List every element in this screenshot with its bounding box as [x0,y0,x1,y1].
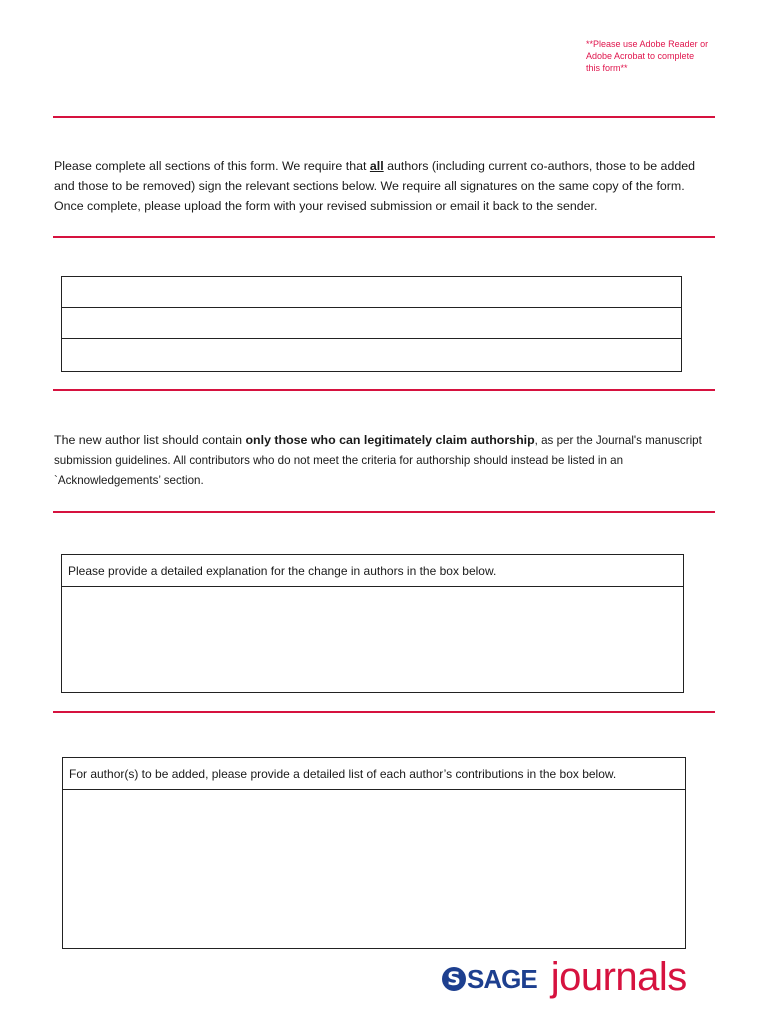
author-list-line-2: submission guidelines. All contributors who do not meet the criteria for authorship should instead be listed in an [54,454,624,467]
explanation-field[interactable] [62,587,683,692]
intro-line-1: Please complete all sections of this form. We require that all authors (including current co-authors, those to be added [54,159,696,173]
notice-line-1: **Please use Adobe Reader or [586,39,709,49]
contributions-heading: For author(s) to be added, please provide a detailed list of each author’s contributions in the box below. [63,758,685,790]
author-list-line-3: `Acknowledgements’ section. [54,474,204,487]
journals-wordmark: journals [550,954,687,999]
sage-mark-icon: S [442,967,466,991]
explanation-box [61,554,684,693]
intro-line-3: Once complete, please upload the form with your revised submission or email it back to the sender. [54,199,598,213]
manuscript-details-row[interactable] [62,308,681,339]
sage-journals-logo [442,952,687,1002]
section-divider [53,116,715,118]
section-divider [53,511,715,513]
sage-wordmark: SAGE [467,963,537,994]
manuscript-details-table [61,276,682,372]
intro-line-2: and those to be removed) sign the relevant sections below. We require all signatures on the same copy of the form. [54,179,685,193]
contributions-field[interactable] [63,790,685,948]
manuscript-details-row[interactable] [62,339,681,371]
contributions-box [62,757,686,949]
adobe-reader-notice [586,38,736,74]
author-list-emphasis: only those who can legitimately claim authorship [245,433,535,447]
manuscript-details-row[interactable] [62,277,681,308]
section-divider [53,389,715,391]
author-list-paragraph [54,430,724,491]
explanation-heading: Please provide a detailed explanation for the change in authors in the box below. [62,555,683,587]
section-divider [53,711,715,713]
intro-emphasis: all [369,159,384,173]
intro-paragraph [54,156,724,216]
notice-line-3: this form** [586,63,628,73]
author-list-line-1: The new author list should contain only those who can legitimately claim authorship, as per the Journal's manuscript [54,433,702,447]
notice-line-2: Adobe Acrobat to complete [586,51,695,61]
section-divider [53,236,715,238]
